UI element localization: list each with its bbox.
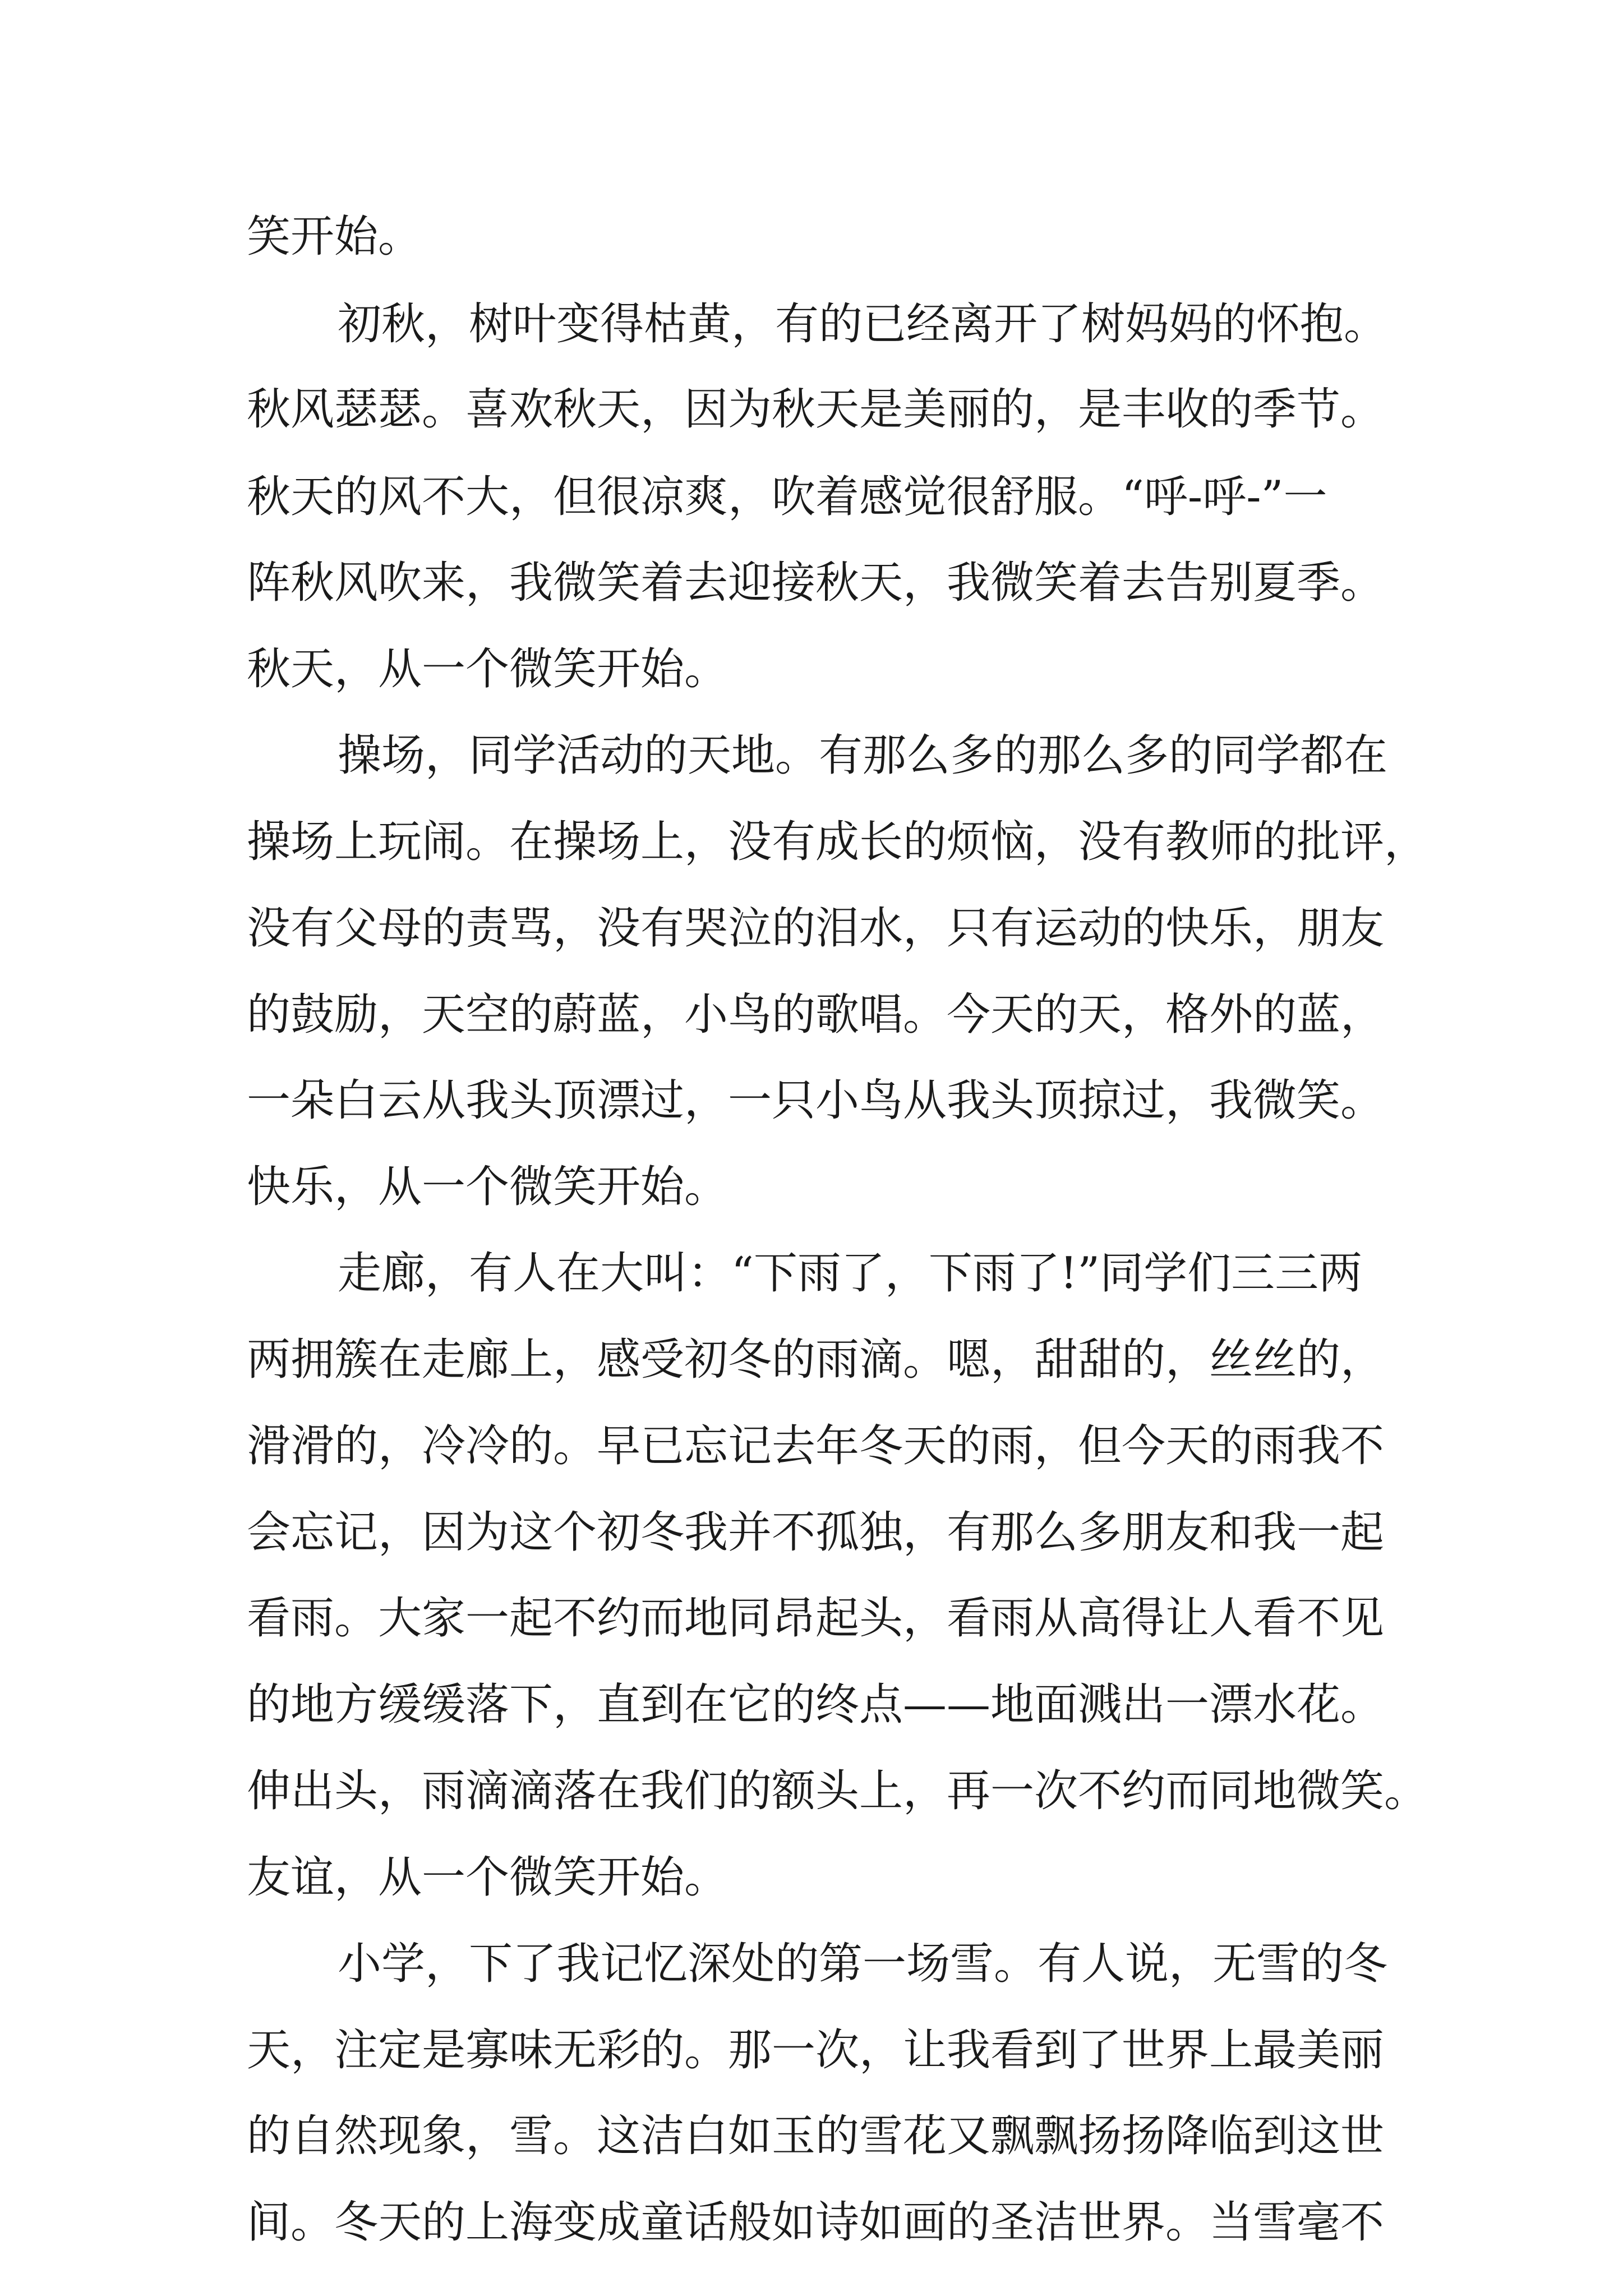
text-line-content: 友谊，从一个微笑开始。 [247, 1852, 728, 1903]
text-line [0, 461, 1623, 533]
text-line [0, 1582, 1623, 1655]
text-line [0, 2186, 1623, 2259]
text-line-content: 秋天的风不大，但很凉爽，吹着感觉很舒服。“呼-呼-”一 [247, 472, 1327, 522]
text-line-content: 小学，下了我记忆深处的第一场雪。有人说，无雪的冬 [338, 1939, 1388, 1989]
text-line [0, 2100, 1623, 2173]
text-line-content: 秋风瑟瑟。喜欢秋天，因为秋天是美丽的，是丰收的季节。 [247, 384, 1385, 435]
text-line [0, 546, 1623, 619]
paragraph-first-line [0, 288, 1623, 361]
text-line [0, 2014, 1623, 2087]
text-line-content: 操场，同学活动的天地。有那么多的那么多的同学都在 [338, 730, 1388, 781]
text-line-content: 没有父母的责骂，没有哭泣的泪水，只有运动的快乐，朋友 [247, 903, 1385, 954]
text-line-content: 阵秋风吹来，我微笑着去迎接秋天，我微笑着去告别夏季。 [247, 558, 1385, 608]
text-line-content: 两拥簇在走廊上，感受初冬的雨滴。嗯，甜甜的，丝丝的， [247, 1335, 1385, 1385]
text-line [0, 978, 1623, 1051]
text-line-content: 滑滑的，冷冷的。早已忘记去年冬天的雨，但今天的雨我不 [247, 1421, 1385, 1471]
text-line [0, 1496, 1623, 1569]
text-line [0, 633, 1623, 706]
text-line-content: 走廊，有人在大叫：“下雨了，下雨了!”同学们三三两 [338, 1248, 1363, 1299]
text-line-content: 初秋，树叶变得枯黄，有的已经离开了树妈妈的怀抱。 [338, 299, 1388, 349]
text-line-content: 一朵白云从我头顶漂过，一只小鸟从我头顶掠过，我微笑。 [247, 1075, 1385, 1126]
text-line-content: 笑开始。 [247, 211, 422, 262]
text-line [0, 1841, 1623, 1914]
text-line-content: 间。冬天的上海变成童话般如诗如画的圣洁世界。当雪毫不 [247, 2197, 1385, 2248]
text-line [0, 1755, 1623, 1828]
text-line-content: 的地方缓缓落下，直到在它的终点——地面溅出一漂水花。 [247, 1680, 1385, 1730]
text-line [0, 892, 1623, 965]
text-line [0, 806, 1623, 878]
text-line-content: 操场上玩闹。在操场上，没有成长的烦恼，没有教师的批评， [247, 817, 1428, 867]
text-line [0, 373, 1623, 446]
text-line-content: 会忘记，因为这个初冬我并不孤独，有那么多朋友和我一起 [247, 1507, 1385, 1558]
text-line [0, 200, 1623, 273]
text-line-content: 快乐，从一个微笑开始。 [247, 1162, 728, 1212]
text-line-content: 的鼓励，天空的蔚蓝，小鸟的歌唱。今天的天，格外的蓝， [247, 990, 1385, 1040]
text-line [0, 1064, 1623, 1137]
paragraph-first-line [0, 1927, 1623, 2000]
text-line [0, 1151, 1623, 1223]
paragraph-first-line [0, 719, 1623, 792]
text-line [0, 1323, 1623, 1396]
paragraph-first-line [0, 1237, 1623, 1310]
text-line [0, 1410, 1623, 1483]
text-line-content: 的自然现象，雪。这洁白如玉的雪花又飘飘扬扬降临到这世 [247, 2111, 1385, 2161]
text-line-content: 天，注定是寡味无彩的。那一次，让我看到了世界上最美丽 [247, 2025, 1385, 2076]
text-line-content: 秋天，从一个微笑开始。 [247, 644, 728, 694]
text-line-content: 看雨。大家一起不约而地同昂起头，看雨从高得让人看不见 [247, 1593, 1385, 1644]
text-line [0, 1668, 1623, 1741]
text-line-content: 伸出头，雨滴滴落在我们的额头上，再一次不约而同地微笑。 [247, 1766, 1428, 1816]
